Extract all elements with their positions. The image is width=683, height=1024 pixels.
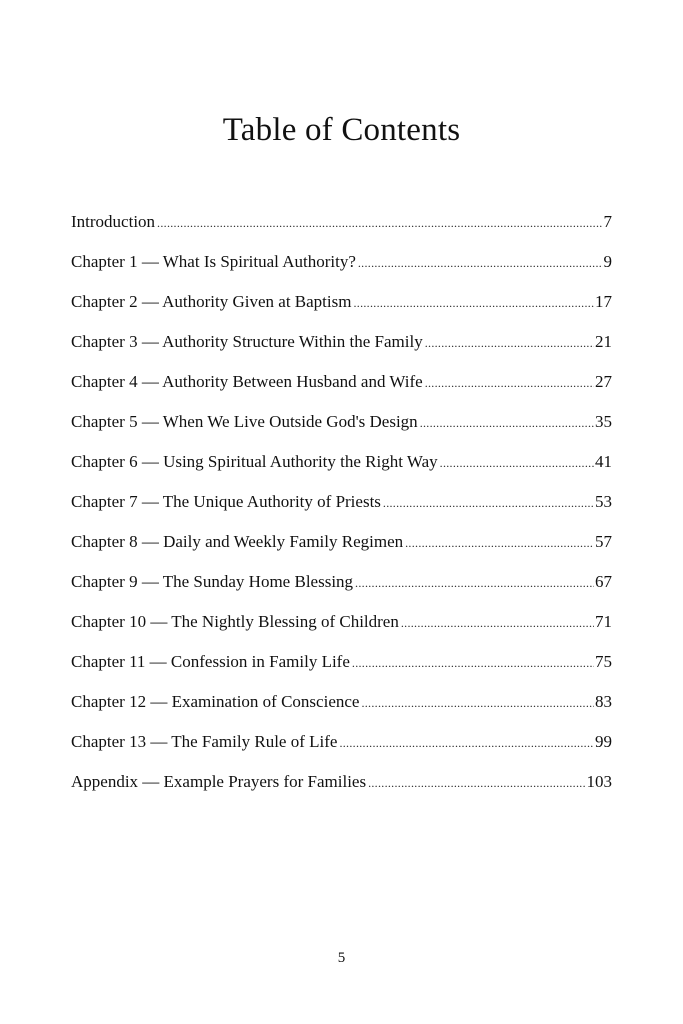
toc-entry-label: Chapter 6 — Using Spiritual Authority the Right Way [71,452,438,471]
dot-leader [368,770,585,796]
toc-entry-page: 21 [595,332,612,351]
toc-entry-page: 53 [595,492,612,511]
dot-leader [425,370,594,396]
toc-entry-page: 57 [595,532,612,551]
toc-entry-label: Chapter 9 — The Sunday Home Blessing [71,572,354,591]
toc-entry-chapter-3 [71,329,612,369]
toc-entry-chapter-11 [71,649,612,689]
toc-entry-chapter-5 [71,409,612,449]
toc-entry-page: 71 [595,612,612,631]
toc-entry-label: Chapter 3 — Authority Structure Within the Family [71,332,423,351]
toc-entry-label: Appendix — Example Prayers for Families [71,772,367,791]
toc-entry-chapter-1 [71,249,612,289]
toc-entry-chapter-2 [71,289,612,329]
toc-entry-label: Chapter 13 — The Family Rule of Life [71,732,338,751]
toc-entry-label: Chapter 5 — When We Live Outside God's Design [71,412,418,431]
toc-entry-introduction [71,209,612,249]
dot-leader [352,650,594,676]
toc-entry-label: Chapter 2 — Authority Given at Baptism [71,292,352,311]
dot-leader [420,410,594,436]
dot-leader [425,330,594,356]
toc-entry-page: 17 [595,292,612,311]
toc-entry-page: 27 [595,372,612,391]
dot-leader [358,250,603,276]
toc-entry-page: 41 [595,452,612,471]
toc-entry-chapter-13 [71,729,612,769]
toc-entry-page: 99 [595,732,612,751]
toc-entry-label: Introduction [71,212,156,231]
toc-entry-label: Chapter 12 — Examination of Conscience [71,692,360,711]
toc-entry-chapter-9 [71,569,612,609]
toc-entry-page: 9 [603,252,612,271]
dot-leader [383,490,594,516]
dot-leader [361,690,594,716]
toc-entry-page: 35 [595,412,612,431]
toc-entry-label: Chapter 8 — Daily and Weekly Family Regimen [71,532,404,551]
dot-leader [405,530,594,556]
toc-entry-appendix [71,769,612,809]
dot-leader [157,210,602,236]
dot-leader [353,290,594,316]
dot-leader [339,730,594,756]
dot-leader [440,450,594,476]
toc-entry-page: 103 [586,772,612,791]
page-number: 5 [337,950,346,966]
toc-entry-chapter-10 [71,609,612,649]
dot-leader [355,570,594,596]
table-of-contents [71,209,612,809]
toc-entry-label: Chapter 7 — The Unique Authority of Priests [71,492,381,511]
page-title: Table of Contents [222,112,461,148]
toc-entry-label: Chapter 10 — The Nightly Blessing of Children [71,612,399,631]
toc-entry-chapter-8 [71,529,612,569]
toc-entry-page: 75 [595,652,612,671]
toc-entry-label: Chapter 4 — Authority Between Husband and Wife [71,372,423,391]
dot-leader [401,610,594,636]
toc-entry-page: 67 [595,572,612,591]
toc-entry-chapter-12 [71,689,612,729]
toc-entry-page: 7 [603,212,612,231]
toc-entry-chapter-6 [71,449,612,489]
toc-entry-label: Chapter 11 — Confession in Family Life [71,652,350,671]
toc-entry-label: Chapter 1 — What Is Spiritual Authority? [71,252,356,271]
toc-entry-chapter-7 [71,489,612,529]
toc-entry-chapter-4 [71,369,612,409]
toc-entry-page: 83 [595,692,612,711]
